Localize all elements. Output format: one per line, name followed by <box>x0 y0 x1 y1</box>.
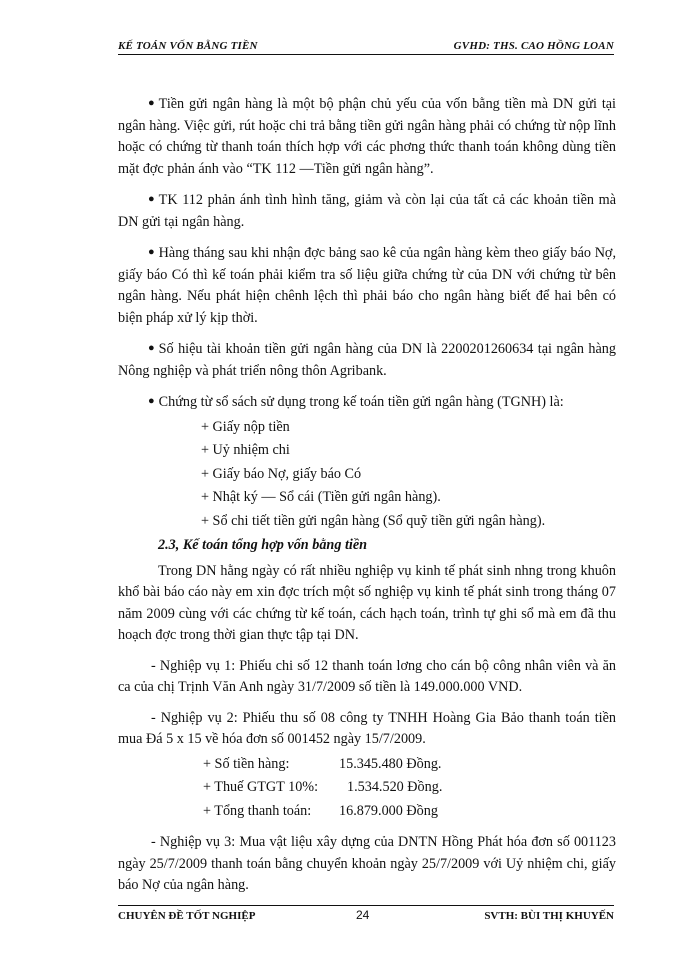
amount-value: 15.345.480 Đồng. <box>339 755 442 772</box>
bullet-text: Chứng từ sổ sách sử dụng trong kế toán tiền gửi ngân hàng (TGNH) là: <box>158 394 564 410</box>
list-item: + Uỷ nhiệm chi <box>201 442 290 458</box>
amount-label: + Tổng thanh toán: <box>203 802 312 819</box>
operation-paragraph: - Nghiệp vụ 2: Phiếu thu số 08 công ty TNHH Hoàng Gia Bảo thanh toán tiền mua Đá 5 x 15 về hóa đơn số 001452 ngày 15/7/2009. <box>118 709 616 747</box>
header-title: KẾ TOÁN VỐN BẰNG TIỀN <box>118 40 258 52</box>
footer-title: CHUYÊN ĐỀ TỐT NGHIỆP <box>118 910 256 922</box>
amount-row <box>118 800 616 824</box>
footer-author: SVTH: BÙI THỊ KHUYẾN <box>484 910 614 922</box>
bullet-text: Số hiệu tài khoản tiền gửi ngân hàng của DN là 2200201260634 tại ngân hàng Nông nghiệp và phát triển nông thôn Agribank. <box>118 341 616 379</box>
footer-divider <box>118 905 614 906</box>
bullet-paragraph <box>118 189 616 233</box>
header-advisor: GVHD: THS. CAO HỒNG LOAN <box>453 40 614 52</box>
amount-label: + Số tiền hàng: <box>203 755 290 772</box>
bullet-paragraph <box>118 93 616 180</box>
page-number: 24 <box>356 908 370 922</box>
bullet-icon: ● <box>148 193 155 205</box>
list-item: + Giấy nộp tiền <box>201 418 290 435</box>
page-footer <box>118 908 614 924</box>
amount-value: 16.879.000 Đồng <box>339 802 438 819</box>
bullet-icon: ● <box>148 246 155 258</box>
operation-paragraph: - Nghiệp vụ 3: Mua vật liệu xây dựng của DNTN Hồng Phát hóa đơn số 001123 ngày 25/7/2009 thanh toán bằng chuyển khoản ngày 25/7/2009 với Uỷ nhiệm chi, giấy báo Nợ của ngân hàng. <box>118 834 616 893</box>
document-list <box>118 416 616 534</box>
list-item: + Sổ chi tiết tiền gửi ngân hàng (Sổ quỹ tiền gửi ngân hàng). <box>201 512 546 529</box>
amount-label: + Thuế GTGT 10%: <box>203 779 319 795</box>
amount-row <box>118 776 616 800</box>
operation-paragraph: - Nghiệp vụ 1: Phiếu chi số 12 thanh toán lơng cho cán bộ công nhân viên và ăn ca của chị Trịnh Văn Anh ngày 31/7/2009 số tiền là 149.000.000 VND. <box>118 657 616 695</box>
bullet-icon: ● <box>148 395 155 407</box>
list-item: + Nhật ký — Sổ cái (Tiền gửi ngân hàng). <box>201 489 441 505</box>
list-item: + Giấy báo Nợ, giấy báo Có <box>201 465 362 482</box>
bullet-text: Hàng tháng sau khi nhận đợc bảng sao kê của ngân hàng kèm theo giấy báo Nợ, giấy báo Có thì kế toán phải kiểm tra số liệu giữa chứng từ của DN với chứng từ bên ngân hàng. Nếu phát hiện chênh lệch thì phải báo cho ngân hàng biết để hai bên có biện pháp xử lý kịp thời. <box>118 245 616 326</box>
bullet-paragraph <box>118 338 616 382</box>
header-divider <box>118 54 614 55</box>
amount-row <box>118 753 616 777</box>
intro-paragraph: Trong DN hằng ngày có rất nhiều nghiệp vụ kinh tế phát sinh nhng trong khuôn khổ bài báo cáo này em xin đợc trích một số nghiệp vụ kinh tế phát sinh trong tháng 07 năm 2009 cùng với các chứng từ kế toán, cách hạch toán, trình tự ghi sổ mà em đã thu hoạch đợc trong thời gian thực tập tại DN. <box>118 562 616 643</box>
bullet-text: TK 112 phản ánh tình hình tăng, giảm và còn lại của tất cả các khoản tiền mà DN gửi tại ngân hàng. <box>118 192 616 230</box>
bullet-paragraph <box>118 242 616 329</box>
page-body <box>118 93 616 906</box>
bullet-paragraph <box>118 391 616 414</box>
bullet-icon: ● <box>148 342 155 354</box>
section-heading: 2.3, Kế toán tổng hợp vốn bằng tiền <box>158 537 368 553</box>
bullet-text: Tiền gửi ngân hàng là một bộ phận chủ yếu của vốn bằng tiền mà DN gửi tại ngân hàng. Việc gửi, rút hoặc chi trả bằng tiền gửi ngân hàng phải có chứng từ nộp lĩnh hoặc có chứng từ thanh toán thích hợp với các phơng thức thanh toán không dùng tiền mặt đợc phản ánh vào “TK 112 —Tiền gửi ngân hàng”. <box>118 96 616 177</box>
amount-value: 1.534.520 Đồng. <box>347 779 443 795</box>
bullet-icon: ● <box>148 97 155 109</box>
